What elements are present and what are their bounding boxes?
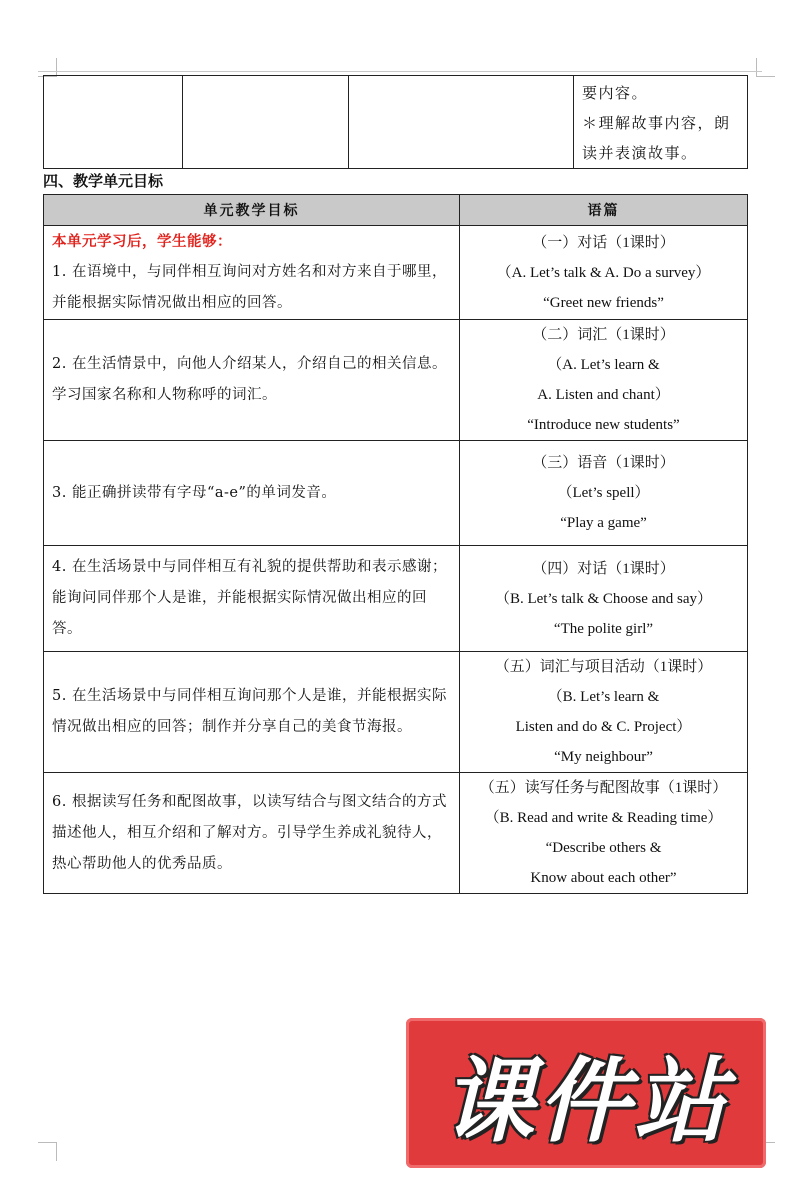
goal-text: 5. 在生活场景中与同伴相互询问那个人是谁，并能根据实际情况做出相应的回答；制作并分享自己的美食节海报。 — [52, 688, 447, 735]
discourse-cell — [460, 441, 748, 546]
goal-text: 6. 根据读写任务和配图故事，以读写结合与图文结合的方式描述他人，相互介绍和了解对方。引导学生养成礼貌待人，热心帮助他人的优秀品质。 — [52, 793, 447, 872]
table-row — [44, 441, 748, 546]
discourse-line: “The polite girl” — [553, 620, 654, 637]
goal-cell — [44, 226, 460, 320]
discourse-cell — [460, 546, 748, 652]
watermark-text: 课件站 — [441, 1048, 730, 1155]
goal-text: 2. 在生活情景中，向他人介绍某人，介绍自己的相关信息。学习国家名称和人物称呼的词汇。 — [52, 356, 447, 403]
discourse-line: （A. Let’s learn & — [547, 357, 660, 373]
table-row — [44, 76, 748, 169]
discourse-line: （Let’s spell） — [557, 485, 650, 501]
table-row — [44, 652, 748, 773]
section-heading: 四、教学单元目标 — [43, 172, 164, 190]
discourse-line: （四）对话（1课时） — [532, 560, 675, 577]
goal-cell — [44, 652, 460, 773]
column-header-discourse: 语篇 — [460, 195, 748, 226]
page-top-rule — [38, 71, 762, 72]
discourse-line: （B. Read and write & Reading time） — [484, 810, 723, 826]
intro-text: 本单元学习后，学生能够： — [52, 233, 232, 250]
discourse-line: “Greet new friends” — [543, 294, 664, 311]
content-cell — [574, 76, 748, 169]
discourse-cell — [460, 773, 748, 894]
discourse-cell — [460, 226, 748, 320]
page-corner-mark — [38, 1142, 57, 1161]
cell-line: 要内容。 — [582, 84, 649, 102]
discourse-line: （B. Let’s learn & — [547, 689, 660, 705]
discourse-line: （一）对话（1课时） — [532, 234, 675, 251]
discourse-line: （三）语音（1课时） — [532, 455, 675, 471]
empty-cell — [349, 76, 574, 169]
page-corner-mark — [756, 58, 775, 77]
cell-line: ＊理解故事内容，朗 — [582, 114, 731, 132]
table-row — [44, 320, 748, 441]
discourse-cell — [460, 652, 748, 773]
goal-cell — [44, 773, 460, 894]
goal-cell — [44, 441, 460, 546]
discourse-line: A. Listen and chant） — [537, 387, 670, 403]
goal-text: 3. 能正确拼读带有字母“a-e”的单词发音。 — [52, 484, 337, 501]
unit-goal-table — [43, 194, 748, 894]
table-row — [44, 546, 748, 652]
discourse-line: “Describe others & — [545, 840, 662, 856]
empty-cell — [44, 76, 183, 169]
discourse-line: “My neighbour” — [554, 749, 653, 765]
column-header-goal: 单元教学目标 — [44, 195, 460, 226]
discourse-line: Know about each other” — [530, 870, 677, 886]
watermark-stamp — [406, 1018, 766, 1168]
discourse-line: Listen and do & C. Project） — [515, 719, 692, 735]
discourse-line: （五）词汇与项目活动（1课时） — [494, 659, 713, 675]
discourse-line: “Introduce new students” — [527, 417, 680, 433]
goal-cell — [44, 320, 460, 441]
empty-cell — [183, 76, 349, 169]
discourse-line: （A. Let’s talk & A. Do a survey） — [496, 264, 711, 281]
discourse-line: （五）读写任务与配图故事（1课时） — [479, 780, 728, 796]
discourse-cell — [460, 320, 748, 441]
table-header-row — [44, 195, 748, 226]
cell-line: 读并表演故事。 — [582, 144, 698, 162]
table-row — [44, 226, 748, 320]
discourse-line: “Play a game” — [560, 515, 647, 531]
goal-text: 4. 在生活场景中与同伴相互有礼貌的提供帮助和表示感谢；能询问同伴那个人是谁，并能根据实际情况做出相应的回答。 — [52, 559, 447, 637]
previous-table-fragment — [43, 75, 748, 169]
discourse-line: （B. Let’s talk & Choose and say） — [494, 590, 713, 607]
goal-cell — [44, 546, 460, 652]
discourse-line: （二）词汇（1课时） — [532, 327, 675, 343]
goal-text: 1. 在语境中，与同伴相互询问对方姓名和对方来自于哪里，并能根据实际情况做出相应的回答。 — [52, 264, 447, 311]
table-row — [44, 773, 748, 894]
